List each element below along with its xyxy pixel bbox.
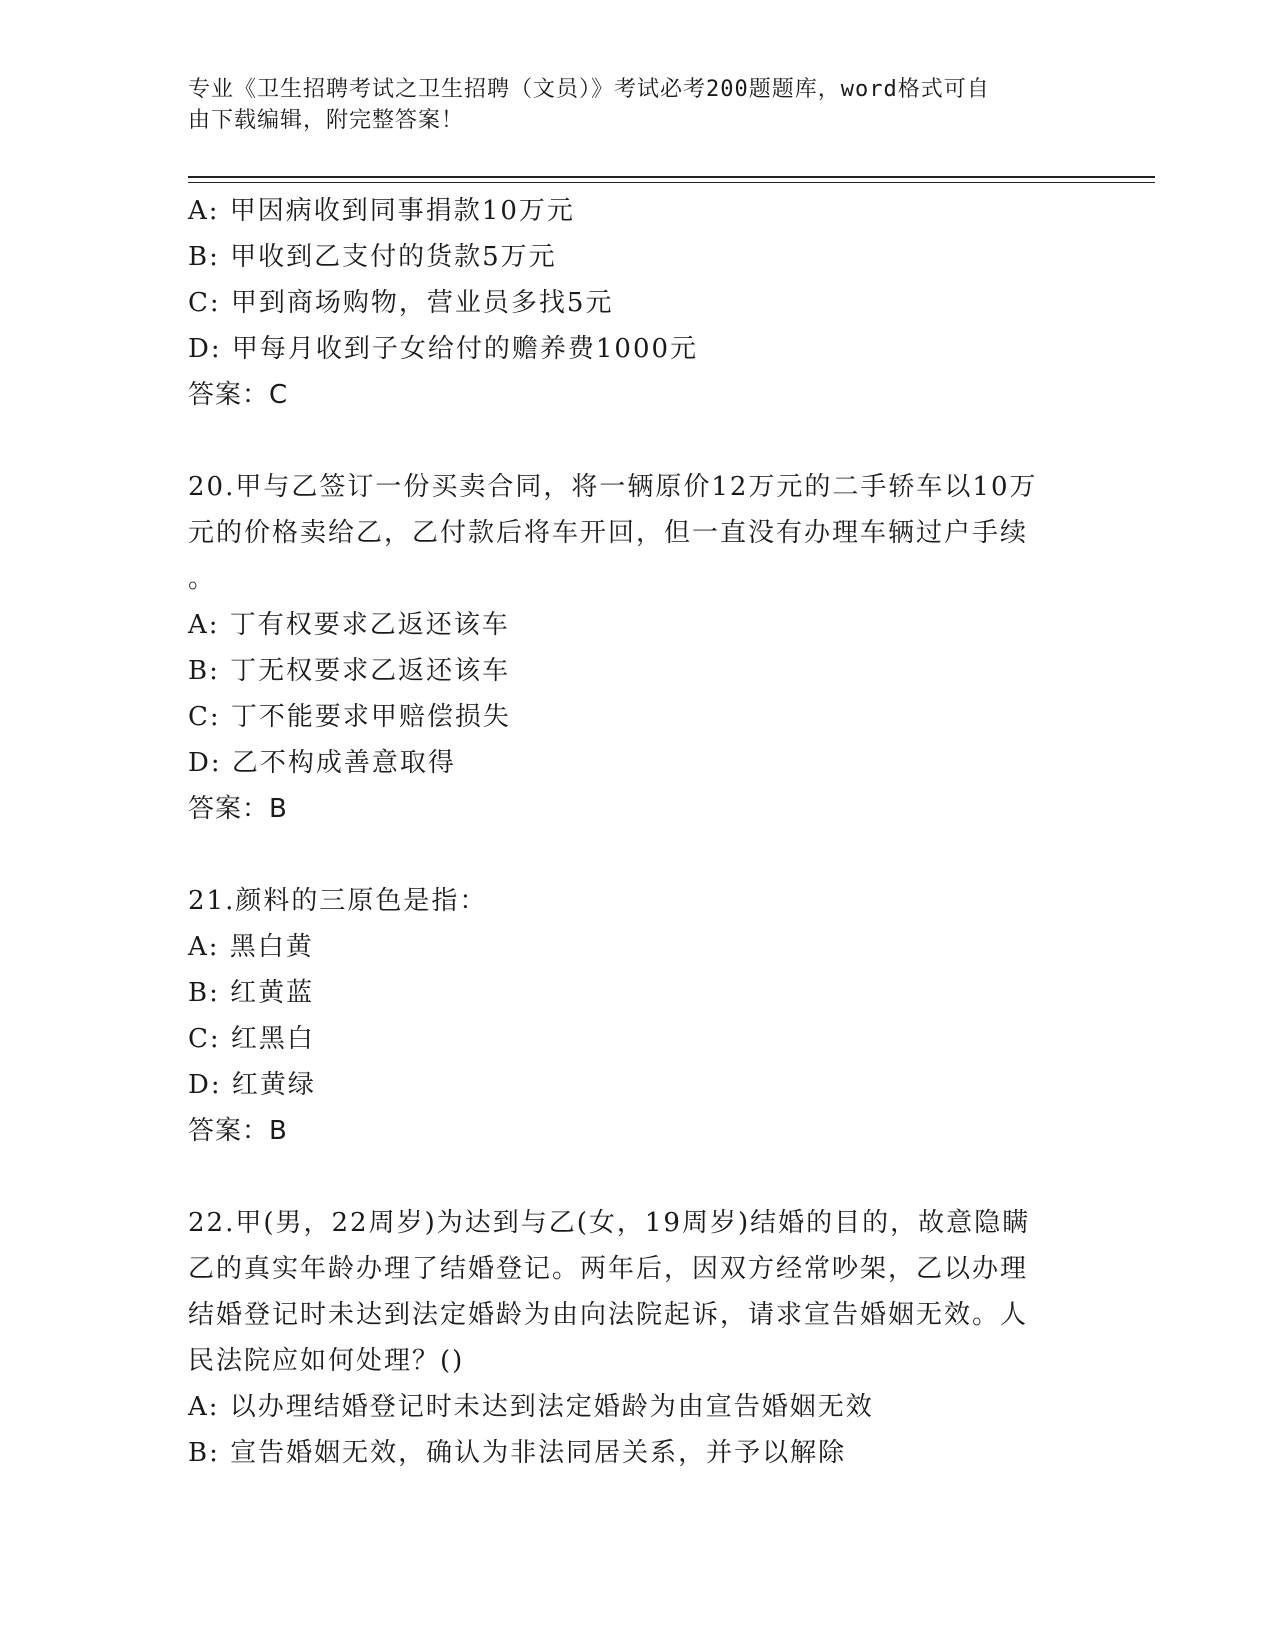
option-b: B: 红黄蓝 [188, 978, 315, 1008]
answer: 答案：B [188, 794, 288, 824]
question-text-line: 21.颜料的三原色是指： [188, 886, 488, 916]
spacer [188, 832, 1088, 878]
option-d: D: 甲每月收到子女给付的赡养费1000元 [188, 334, 699, 364]
option-b: B: 甲收到乙支付的货款5万元 [188, 242, 557, 272]
question-list [188, 188, 1088, 1476]
question-text-line: 22.甲(男，22周岁)为达到与乙(女，19周岁)结婚的目的，故意隐瞒 [188, 1208, 1031, 1238]
spacer [188, 1154, 1088, 1200]
question-21 [188, 878, 1088, 1154]
spacer [188, 418, 1088, 464]
answer: 答案：C [188, 380, 289, 410]
option-c: C: 甲到商场购物，营业员多找5元 [188, 288, 614, 318]
option-d: D: 乙不构成善意取得 [188, 748, 456, 778]
option-c: C: 红黑白 [188, 1024, 315, 1054]
option-b: B: 宣告婚姻无效，确认为非法同居关系，并予以解除 [188, 1438, 847, 1468]
header-divider-thin [188, 182, 1155, 183]
option-c: C: 丁不能要求甲赔偿损失 [188, 702, 511, 732]
question-text-line: 元的价格卖给乙，乙付款后将车开回，但一直没有办理车辆过户手续 [188, 518, 1029, 548]
document-header [188, 74, 1068, 136]
option-d: D: 红黄绿 [188, 1070, 316, 1100]
header-line-1: 专业《卫生招聘考试之卫生招聘（文员）》考试必考200题题库，word格式可自 [188, 77, 990, 102]
option-a: A: 以办理结婚登记时未达到法定婚龄为由宣告婚姻无效 [188, 1392, 874, 1422]
question-text-line: 乙的真实年龄办理了结婚登记。两年后，因双方经常吵架，乙以办理 [188, 1254, 1029, 1284]
question-text-line: 。 [188, 564, 217, 594]
option-b: B: 丁无权要求乙返还该车 [188, 656, 511, 686]
header-line-2: 由下载编辑，附完整答案！ [188, 108, 465, 133]
option-a: A: 甲因病收到同事捐款10万元 [188, 196, 575, 226]
option-a: A: 丁有权要求乙返还该车 [188, 610, 510, 640]
question-text-line: 民法院应如何处理？() [188, 1346, 465, 1376]
question-20 [188, 464, 1088, 832]
question-text-line: 结婚登记时未达到法定婚龄为由向法院起诉，请求宣告婚姻无效。人 [188, 1300, 1029, 1330]
question-19 [188, 188, 1088, 418]
question-22 [188, 1200, 1088, 1476]
answer: 答案：B [188, 1116, 288, 1146]
option-a: A: 黑白黄 [188, 932, 314, 962]
question-text-line: 20.甲与乙签订一份买卖合同，将一辆原价12万元的二手轿车以10万 [188, 472, 1038, 502]
header-divider-thick [188, 176, 1155, 178]
